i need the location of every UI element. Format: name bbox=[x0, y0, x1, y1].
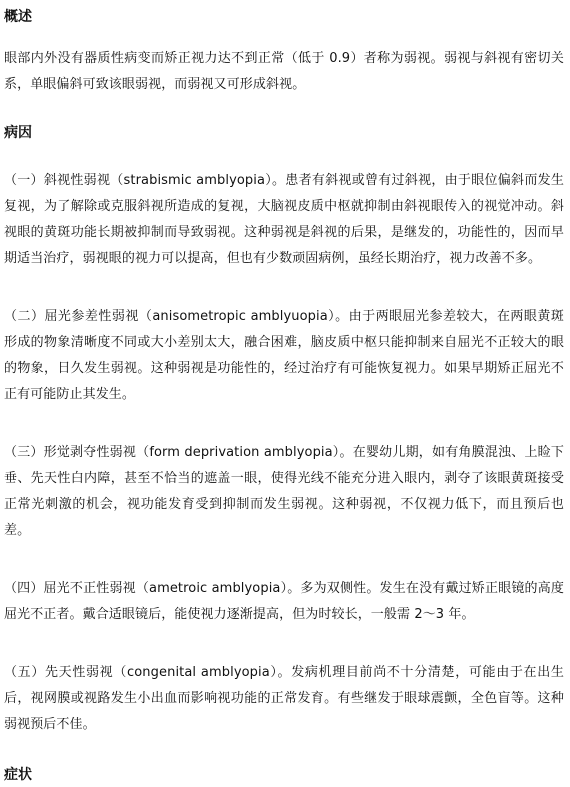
cause-item-form-deprivation: （三）形觉剥夺性弱视（form deprivation amblyopia）。在婴幼儿期，如有角膜混浊、上睑下垂、先天性白内障，甚至不恰当的遮盖一眼，使得光线不能充分进入眼内，剥夺了该眼黄斑接受正常光刺激的机会，视功能发育受到抑制而发生弱视。这种弱视，不仅视力低下，而且预后也差。 bbox=[4, 445, 564, 538]
cause-item-anisometropic: （二）屈光参差性弱视（anisometropic amblyuopia）。由于两眼屈光参差较大，在两眼黄斑形成的物象清晰度不同或大小差别太大，融合困难，脑皮质中枢只能抑制来自屈光不正较大的眼的物象，日久发生弱视。这种弱视是功能性的，经过治疗有可能恢复视力。如果早期矫正屈光不正有可能防止其发生。 bbox=[4, 309, 564, 402]
cause-item-strabismic: （一）斜视性弱视（strabismic amblyopia）。患者有斜视或曾有过斜视，由于眼位偏斜而发生复视，为了解除或克服斜视所造成的复视，大脑视皮质中枢就抑制由斜视眼传入的视觉冲动。斜视眼的黄斑功能长期被抑制而导致弱视。这种弱视是斜视的后果，是继发的，功能性的，因而早期适当治疗，弱视眼的视力可以提高，但也有少数顽固病例，虽经长期治疗，视力改善不多。 bbox=[4, 173, 564, 266]
cause-item-ametropic: （四）屈光不正性弱视（ametroic amblyopia）。多为双侧性。发生在没有戴过矫正眼镜的高度屈光不正者。戴合适眼镜后，能使视力逐渐提高，但为时较长，一般需 2～3 年。 bbox=[4, 581, 564, 622]
section-title-overview: 概述 bbox=[4, 9, 32, 25]
section-title-cause: 病因 bbox=[4, 125, 32, 141]
cause-item-congenital: （五）先天性弱视（congenital amblyopia）。发病机理目前尚不十分清楚，可能由于在出生后，视网膜或视路发生小出血而影响视功能的正常发育。有些继发于眼球震颤，全色盲等。这种弱视预后不佳。 bbox=[4, 665, 564, 732]
section-title-symptom: 症状 bbox=[4, 767, 32, 783]
overview-paragraph: 眼部内外没有器质性病变而矫正视力达不到正常（低于 0.9）者称为弱视。弱视与斜视有密切关系，单眼偏斜可致该眼弱视，而弱视又可形成斜视。 bbox=[4, 51, 564, 92]
